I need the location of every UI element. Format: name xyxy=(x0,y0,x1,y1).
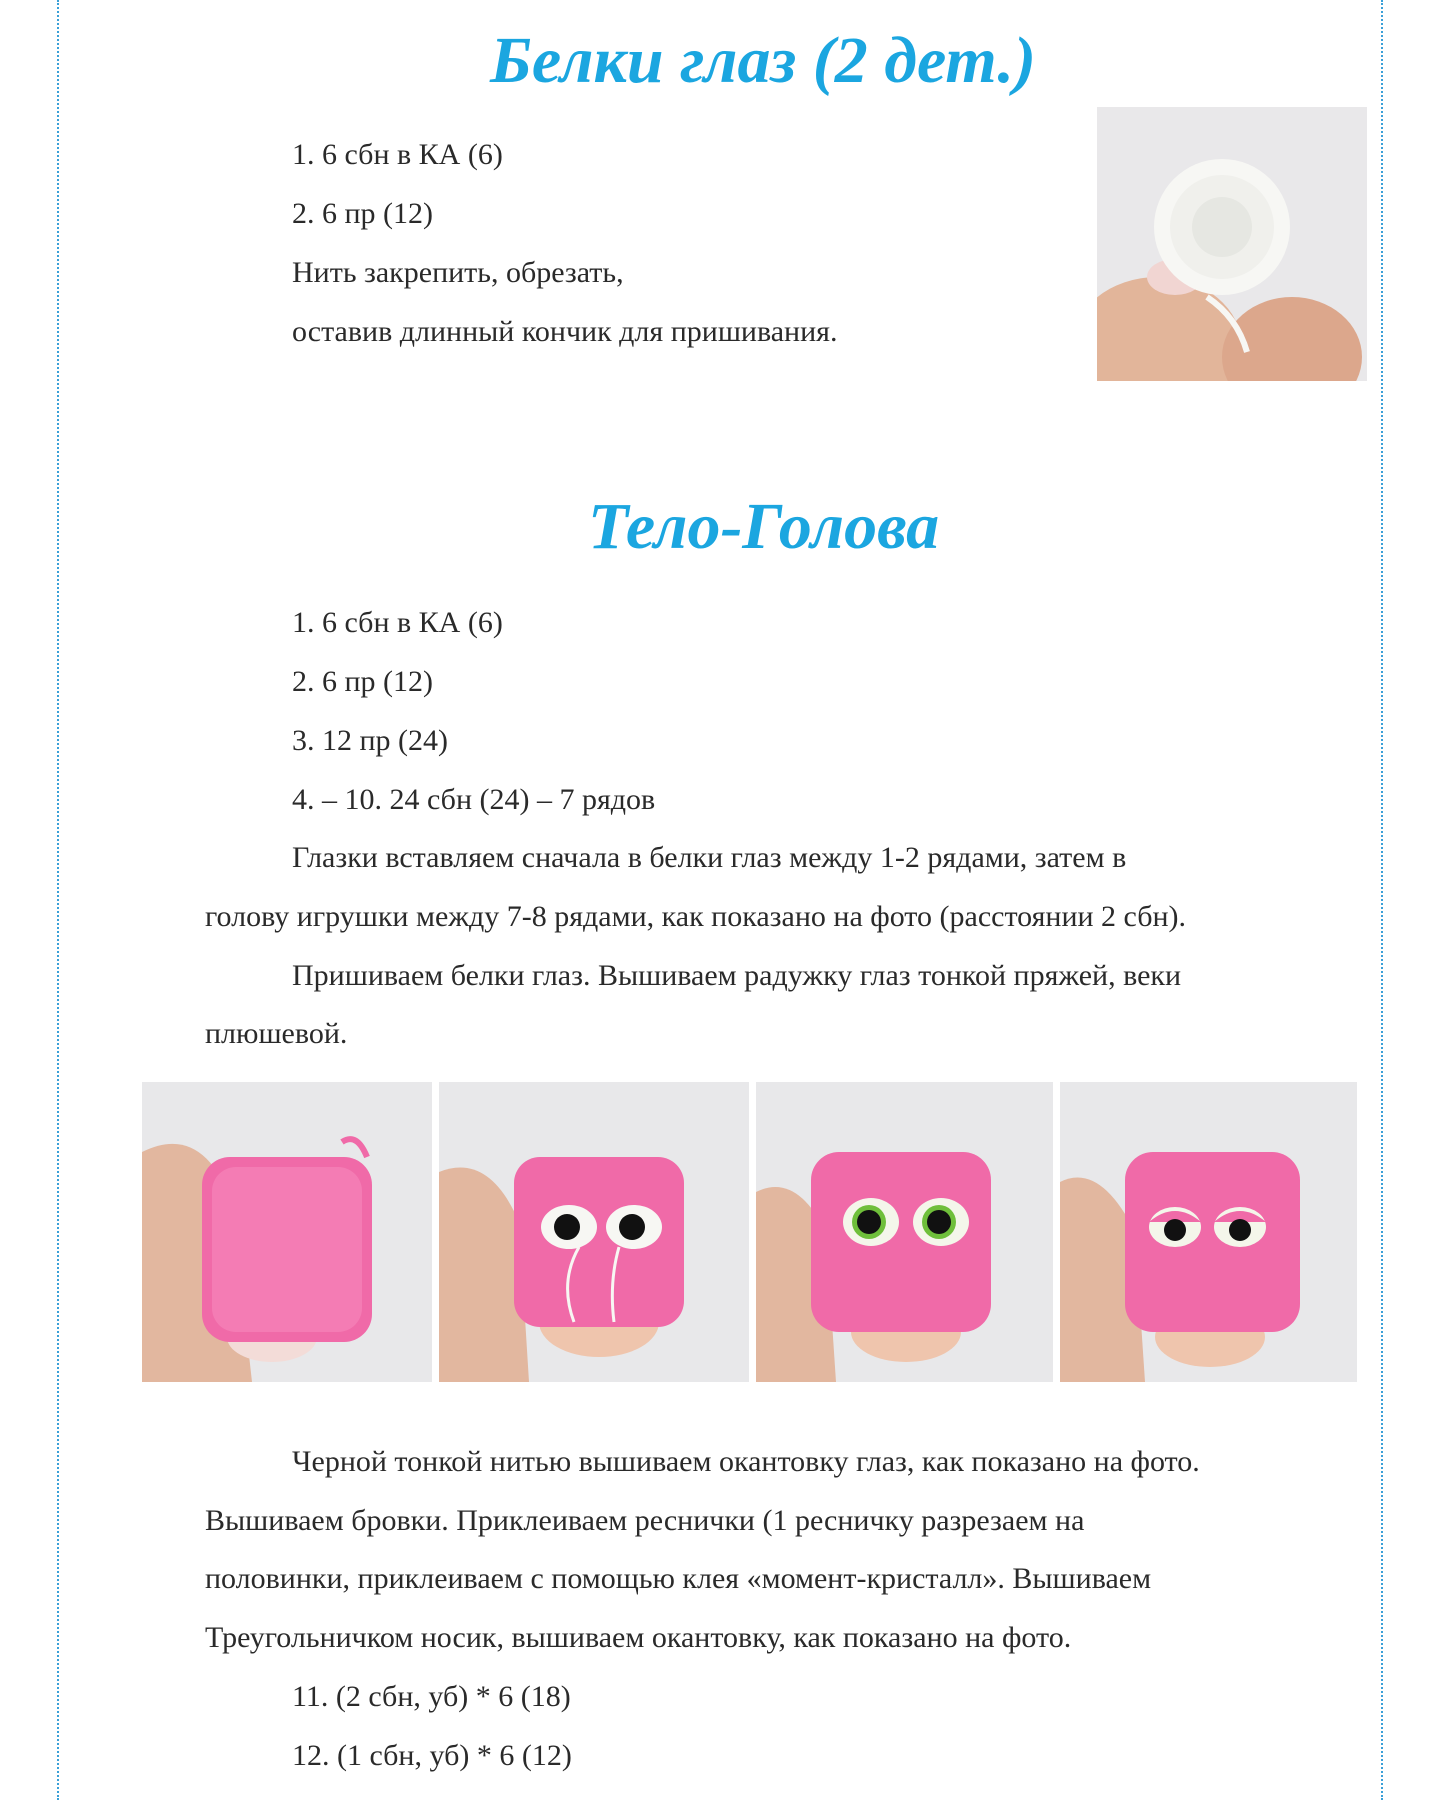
photo-step-4 xyxy=(1060,1082,1357,1382)
instruction-line: 4. – 10. 24 сбн (24) – 7 рядов xyxy=(292,783,656,816)
instruction-line: 11. (2 сбн, уб) * 6 (18) xyxy=(292,1680,571,1713)
page-border-right xyxy=(1381,0,1383,1800)
section-title-body-head: Тело-Голова xyxy=(588,490,940,563)
instruction-line: 2. 6 пр (12) xyxy=(292,197,434,230)
instruction-line: 3. 12 пр (24) xyxy=(292,724,449,757)
paragraph-line: Треугольничком носик, вышиваем окантовку, как показано на фото. xyxy=(205,1621,1072,1654)
page-border-left xyxy=(57,0,59,1800)
instruction-line: 1. 6 сбн в КА (6) xyxy=(292,606,503,639)
paragraph-line: Черной тонкой нитью вышиваем окантовку глаз, как показано на фото. xyxy=(292,1445,1200,1478)
paragraph-line: половинки, приклеиваем с помощью клея «момент-кристалл». Вышиваем xyxy=(205,1562,1152,1595)
section-title-eye-whites: Белки глаз (2 дет.) xyxy=(490,24,1036,97)
instruction-line: 1. 6 сбн в КА (6) xyxy=(292,138,503,171)
paragraph-line: Глазки вставляем сначала в белки глаз между 1-2 рядами, затем в xyxy=(292,841,1127,874)
photo-step-3 xyxy=(756,1082,1053,1382)
instruction-line: оставив длинный кончик для пришивания. xyxy=(292,315,838,348)
instruction-line: Нить закрепить, обрезать, xyxy=(292,256,624,289)
paragraph-line: плюшевой. xyxy=(205,1017,348,1050)
paragraph-line: Пришиваем белки глаз. Вышиваем радужку глаз тонкой пряжей, веки xyxy=(292,959,1182,992)
instruction-line: 12. (1 сбн, уб) * 6 (12) xyxy=(292,1739,572,1772)
instruction-line: 2. 6 пр (12) xyxy=(292,665,434,698)
photo-eye-white-piece xyxy=(1097,107,1367,381)
paragraph-line: голову игрушки между 7-8 рядами, как показано на фото (расстоянии 2 сбн). xyxy=(205,900,1187,933)
paragraph-line: Вышиваем бровки. Приклеиваем реснички (1 ресничку разрезаем на xyxy=(205,1504,1085,1537)
photo-step-1 xyxy=(142,1082,432,1382)
photo-step-2 xyxy=(439,1082,749,1382)
